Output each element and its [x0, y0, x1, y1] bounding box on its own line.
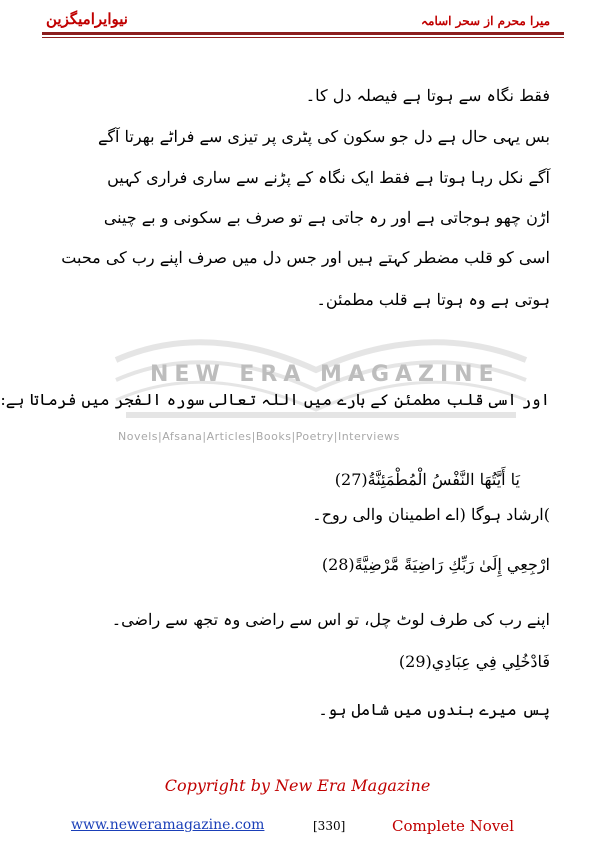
body-line-2: بس یہی حال ہے دل جو سکون کی پٹری پر تیزی سے فراٹے بھرتا آگے [98, 127, 550, 146]
copyright-notice: Copyright by New Era Magazine [164, 776, 431, 795]
translation-28: اپنے رب کی طرف لوٹ چل، تو اس سے راضی وہ تجھ سے راضی۔ [111, 610, 550, 629]
body-line-3: آگے نکل رہا ہوتا ہے فقط ایک نگاہ کے پڑنے سے ساری فراری کہیں [107, 168, 550, 187]
novel-title: میرا محرم از سحر اسامہ [421, 14, 550, 28]
page-number: [330] [313, 819, 346, 833]
watermark-title: NEW ERA MAGAZINE [150, 362, 500, 387]
watermark-subtitle: Novels|Afsana|Articles|Books|Poetry|Interviews [118, 430, 400, 443]
body-line-6: ہوتی ہے وہ ہوتا ہے قلب مطمئن۔ [316, 290, 550, 309]
header-rule-thick [42, 32, 564, 35]
body-line-7: اور اسی قلب مطمئن کے بارے میں اللہ تعالی سورہ الفجر میں فرماتا ہے: [0, 390, 550, 409]
footer-label: Complete Novel [392, 817, 514, 835]
translation-29: پس میرے بندوں میں شامل ہو۔ [318, 700, 550, 719]
page-footer [0, 817, 595, 837]
quran-verse-28: ارْجِعِي إِلَىٰ رَبِّكِ رَاضِيَةً مَّرْضِيَّةً(28) [321, 555, 550, 574]
body-line-5: اسی کو قلب مضطر کہتے ہیں اور جس دل میں صرف اپنے رب کی محبت [61, 248, 550, 267]
body-line-1: فقط نگاہ سے ہوتا ہے فیصلہ دل کا۔ [305, 86, 550, 105]
header-rule-thin [42, 37, 564, 38]
magazine-name: نیوایرامیگزین [46, 10, 128, 28]
body-line-4: اڑن چھو ہوجاتی ہے اور رہ جاتی ہے تو صرف بے سکونی و بے چینی [103, 208, 550, 227]
translation-27: )ارشاد ہوگا (اے اطمینان والی روح۔ [312, 505, 550, 524]
quran-verse-27: يَا أَيَّتُهَا النَّفْسُ الْمُطْمَئِنَّةُ(27) [334, 470, 520, 489]
quran-verse-29: فَادْخُلِي فِي عِبَادِي(29) [398, 652, 550, 671]
website-link[interactable]: www.neweramagazine.com [71, 817, 265, 833]
